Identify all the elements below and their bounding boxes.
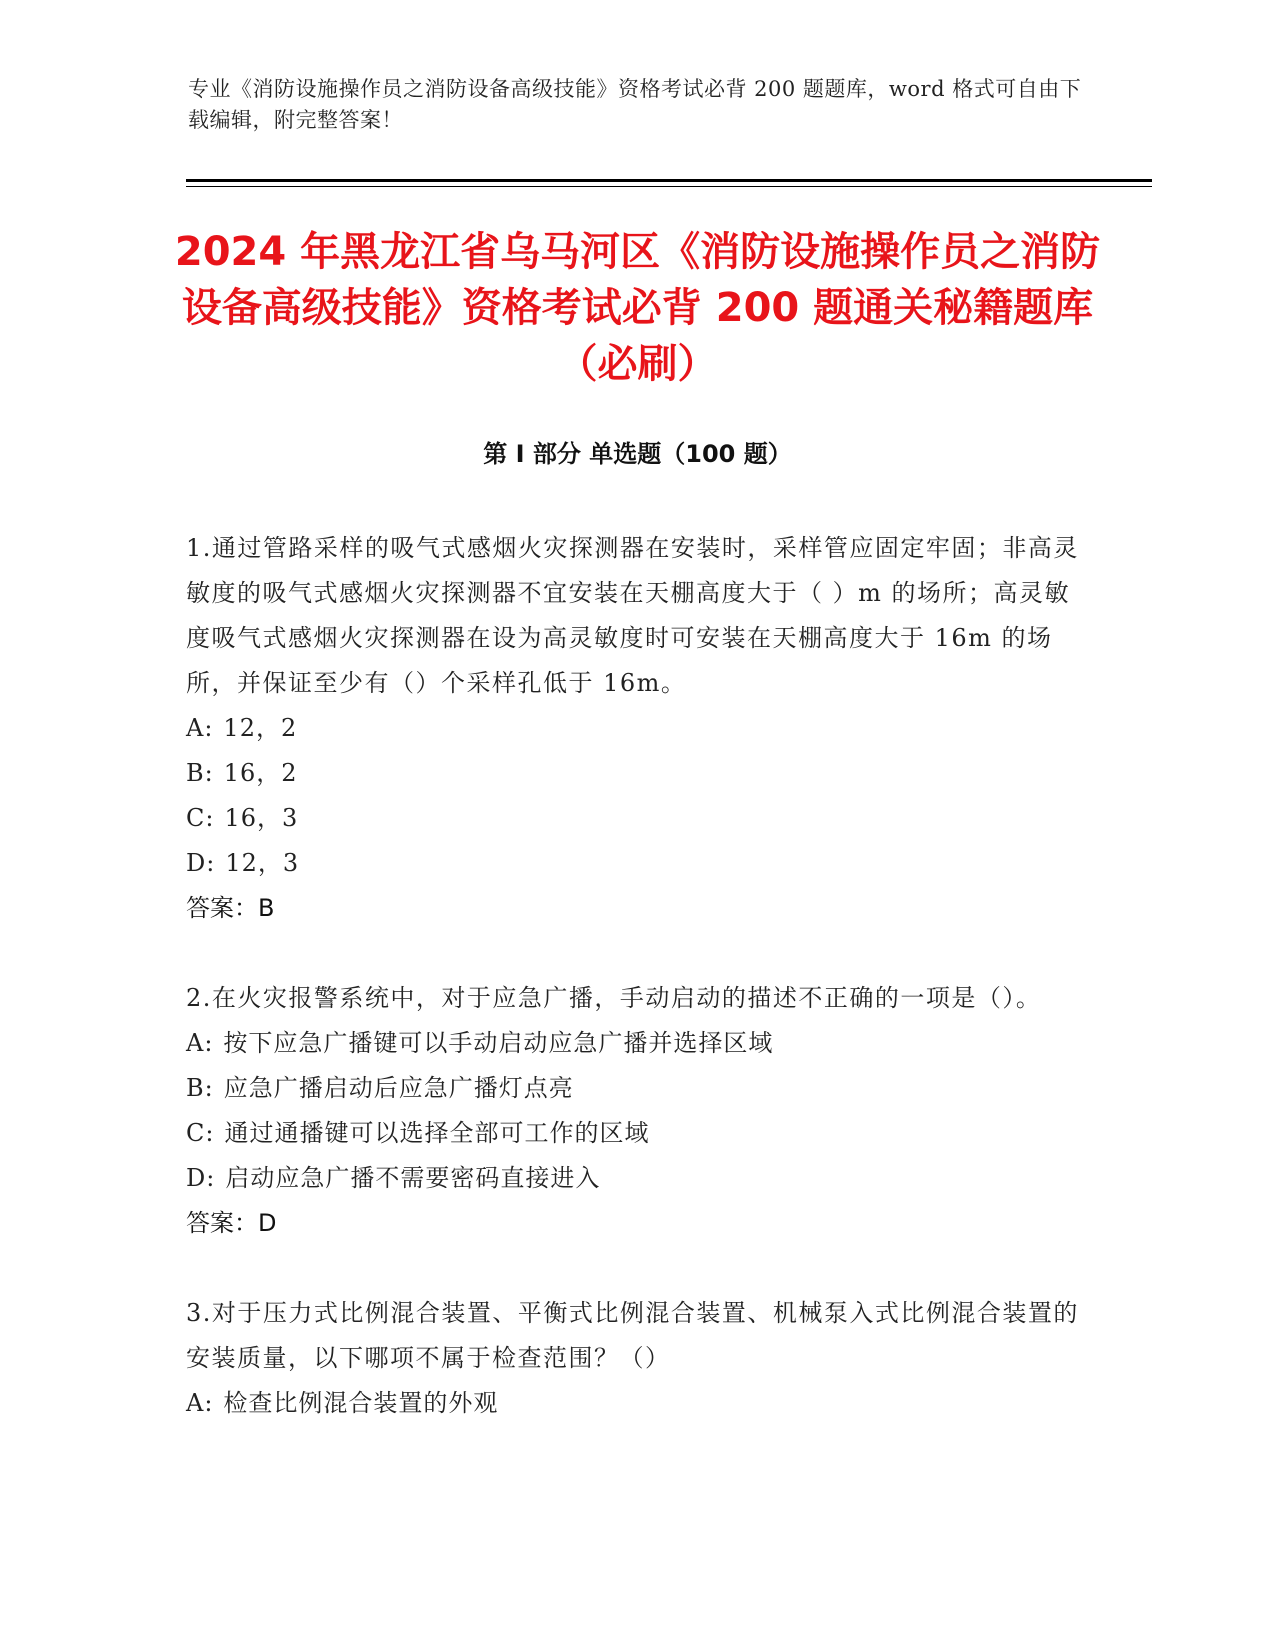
question-3 <box>186 1291 1086 1426</box>
option-label: B: <box>186 759 214 787</box>
option-text: 启动应急广播不需要密码直接进入 <box>225 1164 601 1192</box>
question-1 <box>186 526 1086 931</box>
option-label: B: <box>186 1074 214 1102</box>
option-c <box>186 1111 1086 1156</box>
option-text: 16，3 <box>224 804 299 832</box>
section-heading: 第 I 部分 单选题（100 题） <box>483 440 792 468</box>
option-label: D: <box>186 1164 216 1192</box>
question-2 <box>186 976 1086 1246</box>
option-text: 检查比例混合装置的外观 <box>223 1389 499 1417</box>
option-d <box>186 1156 1086 1201</box>
option-label: A: <box>186 714 214 742</box>
document-title: 2024 年黑龙江省乌马河区《消防设施操作员之消防设备高级技能》资格考试必背 200 题通关秘籍题库（必刷） <box>174 229 1101 387</box>
option-text: 12，3 <box>225 849 300 877</box>
answer-line: 答案：B <box>186 894 275 922</box>
answer-line: 答案：D <box>186 1209 277 1237</box>
option-label: C: <box>186 804 215 832</box>
header-rule-thin <box>186 186 1152 187</box>
option-label: A: <box>186 1029 214 1057</box>
option-text: 应急广播启动后应急广播灯点亮 <box>223 1074 574 1102</box>
option-text: 16，2 <box>223 759 298 787</box>
option-b <box>186 751 1086 796</box>
option-label: C: <box>186 1119 215 1147</box>
option-c <box>186 796 1086 841</box>
option-a <box>186 1021 1086 1066</box>
option-b <box>186 1066 1086 1111</box>
question-text: 2.在火灾报警系统中，对于应急广播，手动启动的描述不正确的一项是（）。 <box>186 984 1042 1012</box>
option-d <box>186 841 1086 886</box>
header-note: 专业《消防设施操作员之消防设备高级技能》资格考试必背 200 题题库，word 格式可自由下载编辑，附完整答案！ <box>188 77 1082 132</box>
question-text: 3.对于压力式比例混合装置、平衡式比例混合装置、机械泵入式比例混合装置的安装质量，以下哪项不属于检查范围？（） <box>186 1299 1079 1372</box>
option-text: 12，2 <box>223 714 298 742</box>
option-label: D: <box>186 849 216 877</box>
question-text: 1.通过管路采样的吸气式感烟火灾探测器在安装时，采样管应固定牢固；非高灵敏度的吸气式感烟火灾探测器不宜安装在天棚高度大于（ ）m 的场所；高灵敏度吸气式感烟火灾探测器在设为高灵敏度时可安装在天棚高度大于 16m 的场所，并保证至少有（）个采样孔低于 16m。 <box>186 534 1079 697</box>
option-text: 按下应急广播键可以手动启动应急广播并选择区域 <box>223 1029 774 1057</box>
option-text: 通过通播键可以选择全部可工作的区域 <box>224 1119 650 1147</box>
header-rule-thick <box>186 179 1152 182</box>
question-list <box>186 526 1086 1471</box>
option-a <box>186 706 1086 751</box>
option-label: A: <box>186 1389 214 1417</box>
option-a <box>186 1381 1086 1426</box>
